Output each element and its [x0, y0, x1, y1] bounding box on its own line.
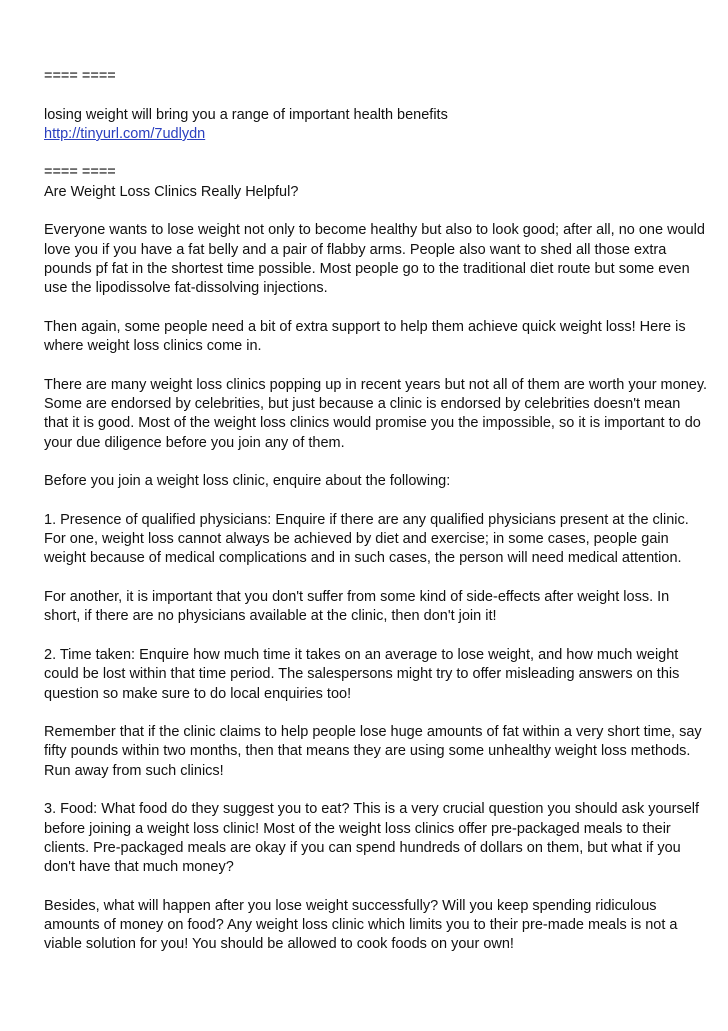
paragraph: For another, it is important that you don't suffer from some kind of side-effects after weight loss. In short, if there are no physicians available at the clinic, then don't join it!: [44, 589, 670, 625]
header-separator: ==== ====: [44, 68, 116, 84]
header-separator: ==== ====: [44, 164, 116, 181]
spacer: [44, 144, 708, 163]
paragraph: Before you join a weight loss clinic, enquire about the following:: [44, 473, 451, 490]
spacer: [44, 86, 708, 105]
spacer: [44, 202, 708, 221]
paragraph: 2. Time taken: Enquire how much time it takes on an average to lose weight, and how much weight could be lost within that time period. The salespersons might try to offer misleading answers on this question so make sure to do local enquiries too!: [44, 646, 680, 702]
article-title: Are Weight Loss Clinics Really Helpful?: [44, 183, 299, 200]
paragraph: Then again, some people need a bit of extra support to help them achieve quick weight loss! Here is where weight loss clinics come in.: [44, 318, 686, 355]
paragraph: There are many weight loss clinics popping up in recent years but not all of them are worth your money. Some are endorsed by celebrities, but just because a clinic is endorsed by celebrities doesn't mean that it is good. Most of the weight loss clinics would promise you the impossible, so it is important to do your due diligence before you join any of them.: [44, 376, 708, 451]
paragraph: 3. Food: What food do they suggest you to eat? This is a very crucial question you should ask yourself before joining a weight loss clinic! Most of the weight loss clinics offer pre-packaged meals to their clients. Pre-packaged meals are okay if you can spend hundreds of dollars on them, but what if you don't have that much money?: [44, 801, 700, 876]
paragraph: Remember that if the clinic claims to help people lose huge amounts of fat within a very short time, say fifty pounds within two months, then that means they are using some unhealthy weight loss methods. Run away from such clinics!: [44, 724, 702, 779]
paragraph: 1. Presence of qualified physicians: Enquire if there are any qualified physicians present at the clinic. For one, weight loss cannot always be achieved by diet and exercise; in some cases, people gain weight because of medical complications and in such cases, the person will need medical attention.: [44, 511, 689, 567]
paragraph: Besides, what will happen after you lose weight successfully? Will you keep spending ridiculous amounts of money on food? Any weight loss clinic which limits you to their pre-made meals is not a viable solution for you! You should be allowed to cook foods on your own!: [44, 897, 678, 953]
intro-link[interactable]: http://tinyurl.com/7udlydn: [44, 125, 206, 142]
paragraph: Everyone wants to lose weight not only to become healthy but also to look good; after all, no one would love you if you have a fat belly and a pair of flabby arms. People also want to shed all those extra pounds pf fat in the shortest time possible. Most people go to the traditional diet route but some even use the lipodissolve fat-dissolving injections.: [44, 222, 705, 297]
intro-line: losing weight will bring you a range of important health benefits: [44, 106, 448, 123]
